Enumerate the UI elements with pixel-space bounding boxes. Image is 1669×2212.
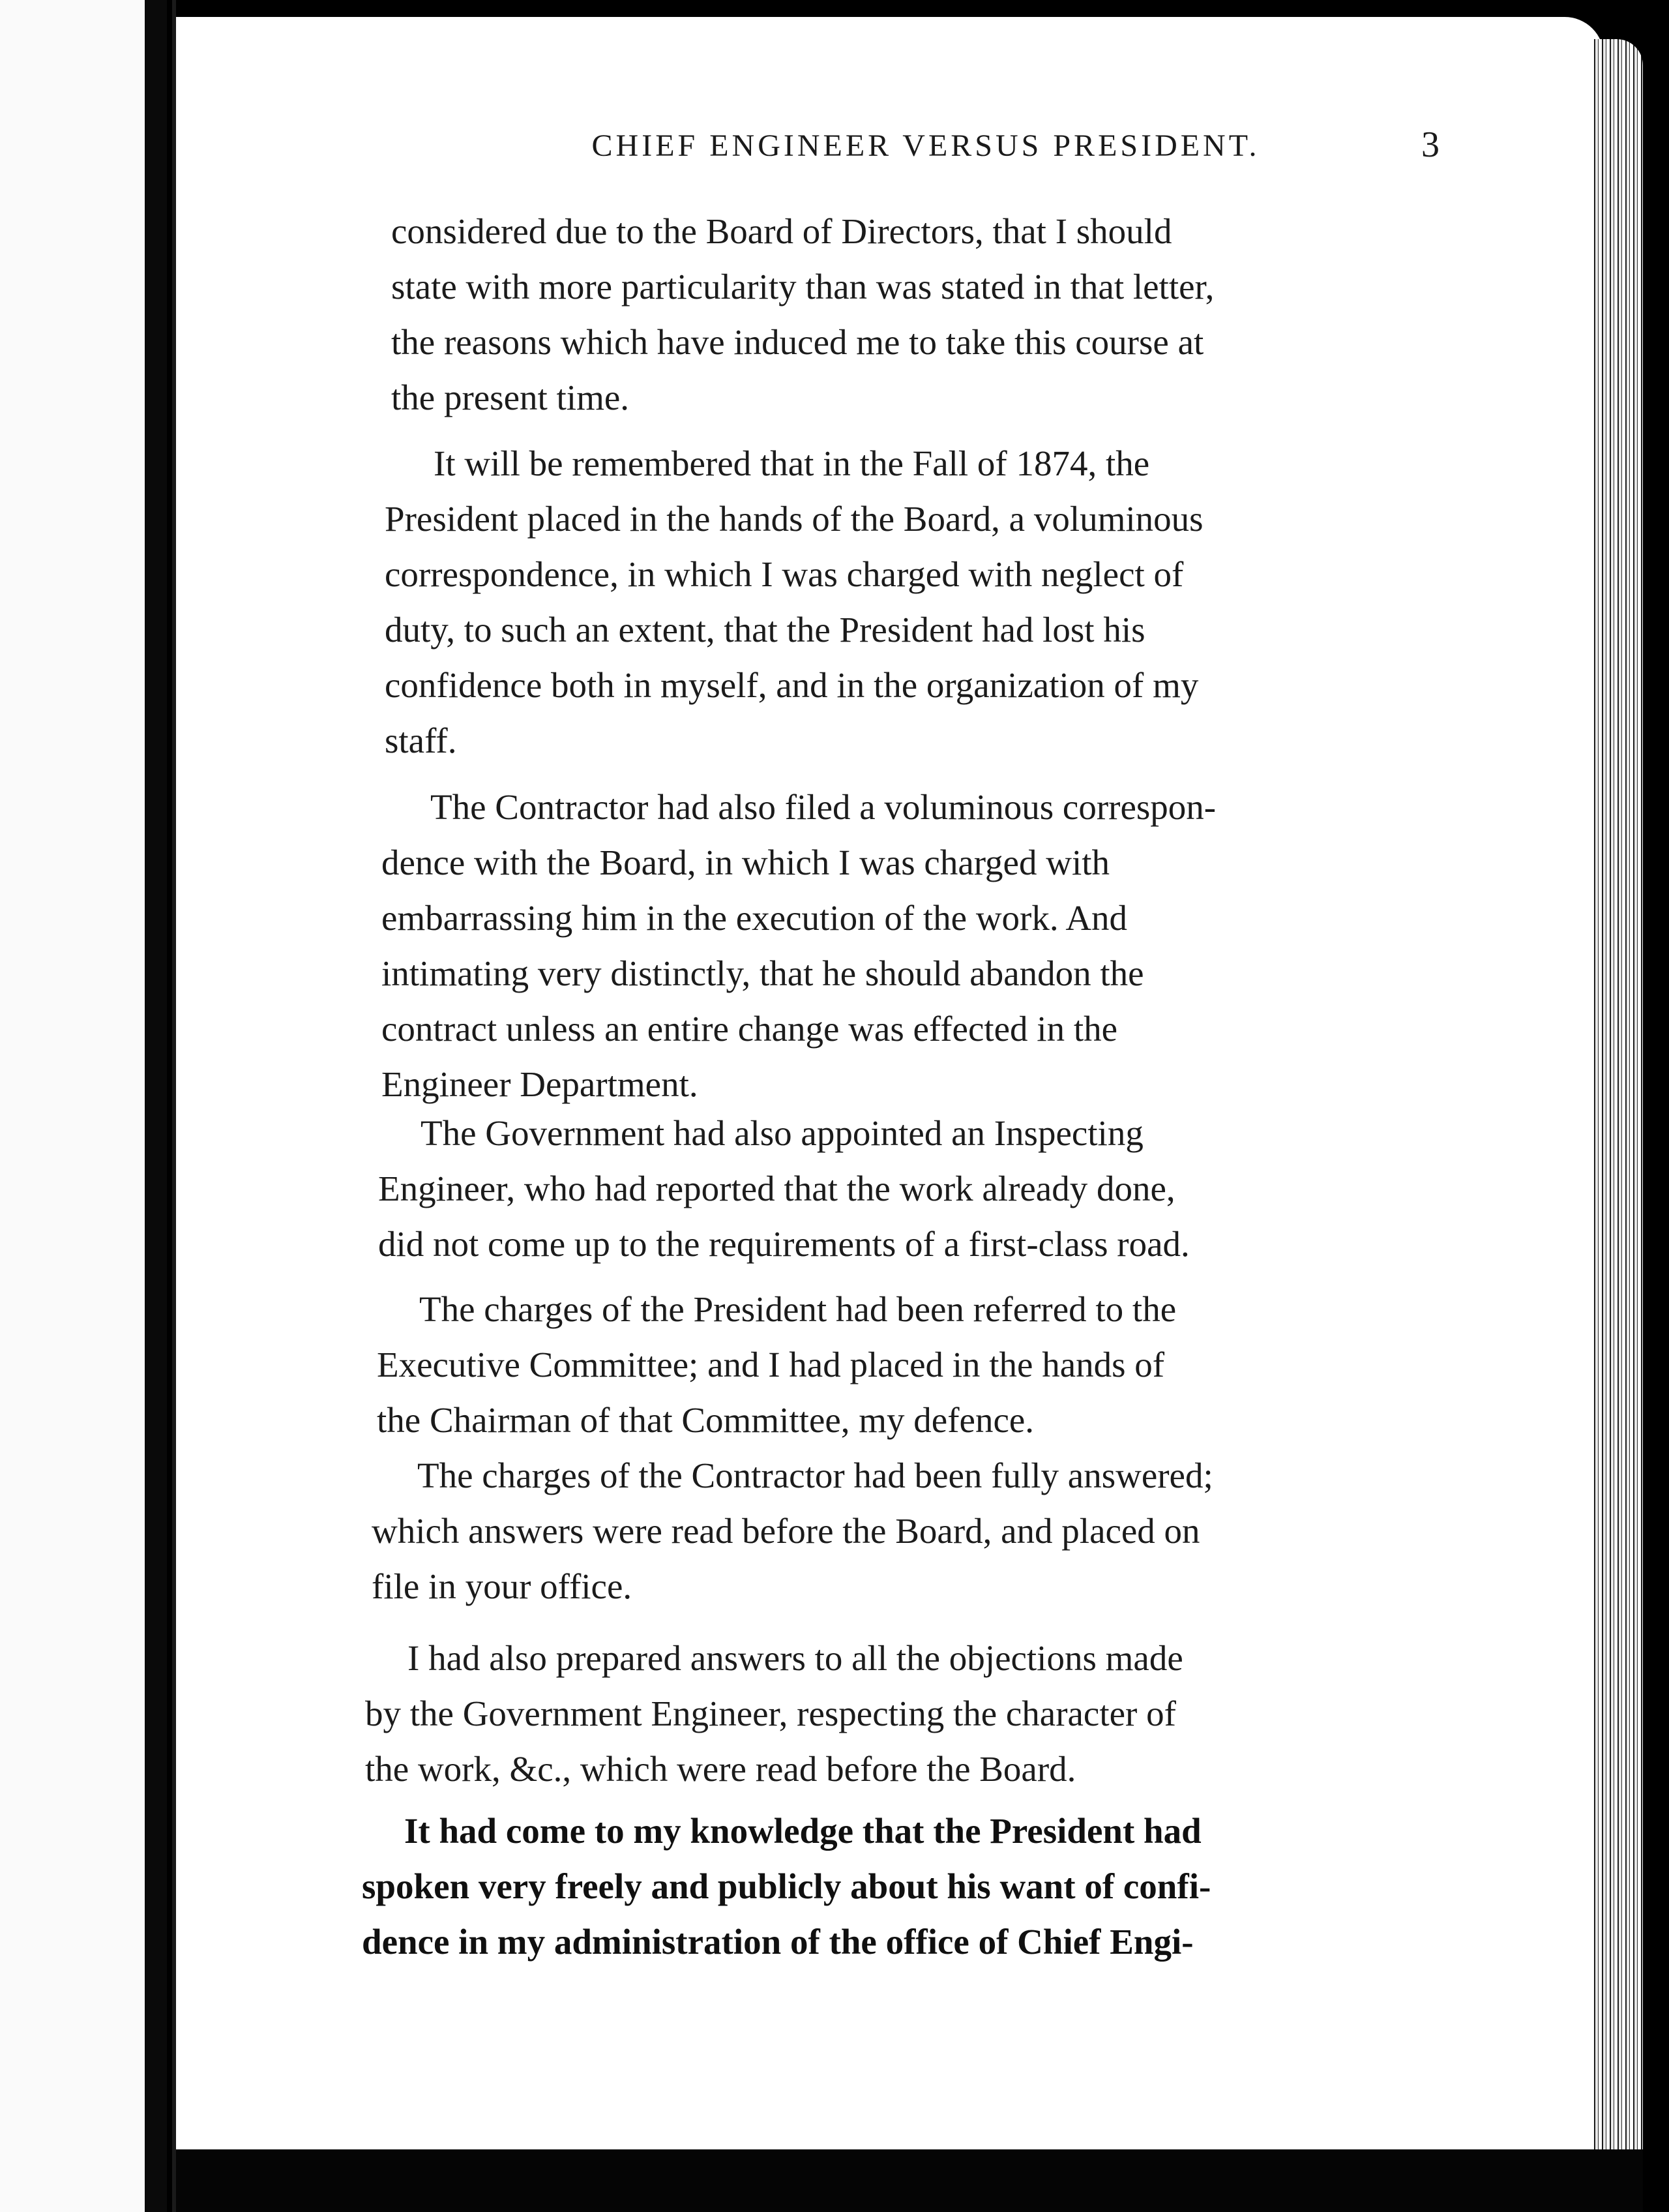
text-line: duty, to such an extent, that the President had lost his bbox=[385, 610, 1145, 650]
text-line: Engineer, who had reported that the work already done, bbox=[378, 1169, 1175, 1208]
paragraph-8 bbox=[362, 1803, 1211, 1969]
text-line: considered due to the Board of Directors, that I should bbox=[391, 211, 1172, 251]
running-head: CHIEF ENGINEER VERSUS PRESIDENT. bbox=[591, 128, 1260, 163]
text-line: contract unless an entire change was effected in the bbox=[381, 1009, 1118, 1049]
paragraph-4 bbox=[378, 1105, 1190, 1272]
binding-gutter bbox=[145, 0, 167, 2212]
text-line: It had come to my knowledge that the President had bbox=[404, 1811, 1202, 1851]
text-line: dence with the Board, in which I was charged with bbox=[381, 843, 1110, 882]
text-line: the present time. bbox=[391, 378, 630, 417]
paragraph-2 bbox=[385, 436, 1204, 768]
text-line: correspondence, in which I was charged with neglect of bbox=[385, 554, 1184, 594]
text-line: Engineer Department. bbox=[381, 1064, 698, 1104]
text-line: which answers were read before the Board, and placed on bbox=[372, 1511, 1200, 1551]
paragraph-7 bbox=[365, 1630, 1183, 1797]
page-number: 3 bbox=[1421, 125, 1440, 165]
paragraph-5 bbox=[377, 1281, 1176, 1448]
text-line: The charges of the Contractor had been fully answered; bbox=[417, 1456, 1213, 1495]
page-edges-stack bbox=[1591, 39, 1643, 2159]
text-line: state with more particularity than was stated in that letter, bbox=[391, 267, 1215, 306]
paragraph-6 bbox=[372, 1448, 1213, 1614]
text-line: embarrassing him in the execution of the work. And bbox=[381, 898, 1128, 938]
text-line: I had also prepared answers to all the objections made bbox=[407, 1638, 1183, 1678]
text-line: confidence both in myself, and in the organization of my bbox=[385, 665, 1199, 705]
text-line: dence in my administration of the office of Chief Engi- bbox=[362, 1922, 1194, 1962]
text-line: President placed in the hands of the Board, a voluminous bbox=[385, 499, 1204, 539]
paragraph-1 bbox=[391, 203, 1214, 425]
text-line: Executive Committee; and I had placed in the hands of bbox=[377, 1345, 1165, 1384]
text-line: the work, &c., which were read before the Board. bbox=[365, 1749, 1076, 1789]
text-line: The Contractor had also filed a voluminous correspon- bbox=[430, 787, 1217, 827]
text-line: the Chairman of that Committee, my defence. bbox=[377, 1400, 1035, 1440]
text-line: The Government had also appointed an Inspecting bbox=[421, 1113, 1144, 1153]
scan-bottom-border bbox=[176, 2149, 1643, 2212]
text-line: by the Government Engineer, respecting the character of bbox=[365, 1694, 1176, 1733]
paragraph-3 bbox=[381, 779, 1216, 1112]
text-line: the reasons which have induced me to take this course at bbox=[391, 322, 1204, 362]
text-line: staff. bbox=[385, 721, 457, 760]
text-line: did not come up to the requirements of a first-class road. bbox=[378, 1224, 1190, 1264]
text-line: The charges of the President had been referred to the bbox=[419, 1289, 1177, 1329]
text-line: It will be remembered that in the Fall of 1874, the bbox=[434, 443, 1150, 483]
text-line: spoken very freely and publicly about his want of confi- bbox=[362, 1866, 1211, 1906]
text-line: intimating very distinctly, that he should abandon the bbox=[381, 953, 1144, 993]
text-line: file in your office. bbox=[372, 1566, 632, 1606]
facing-page-edge bbox=[0, 0, 150, 2212]
